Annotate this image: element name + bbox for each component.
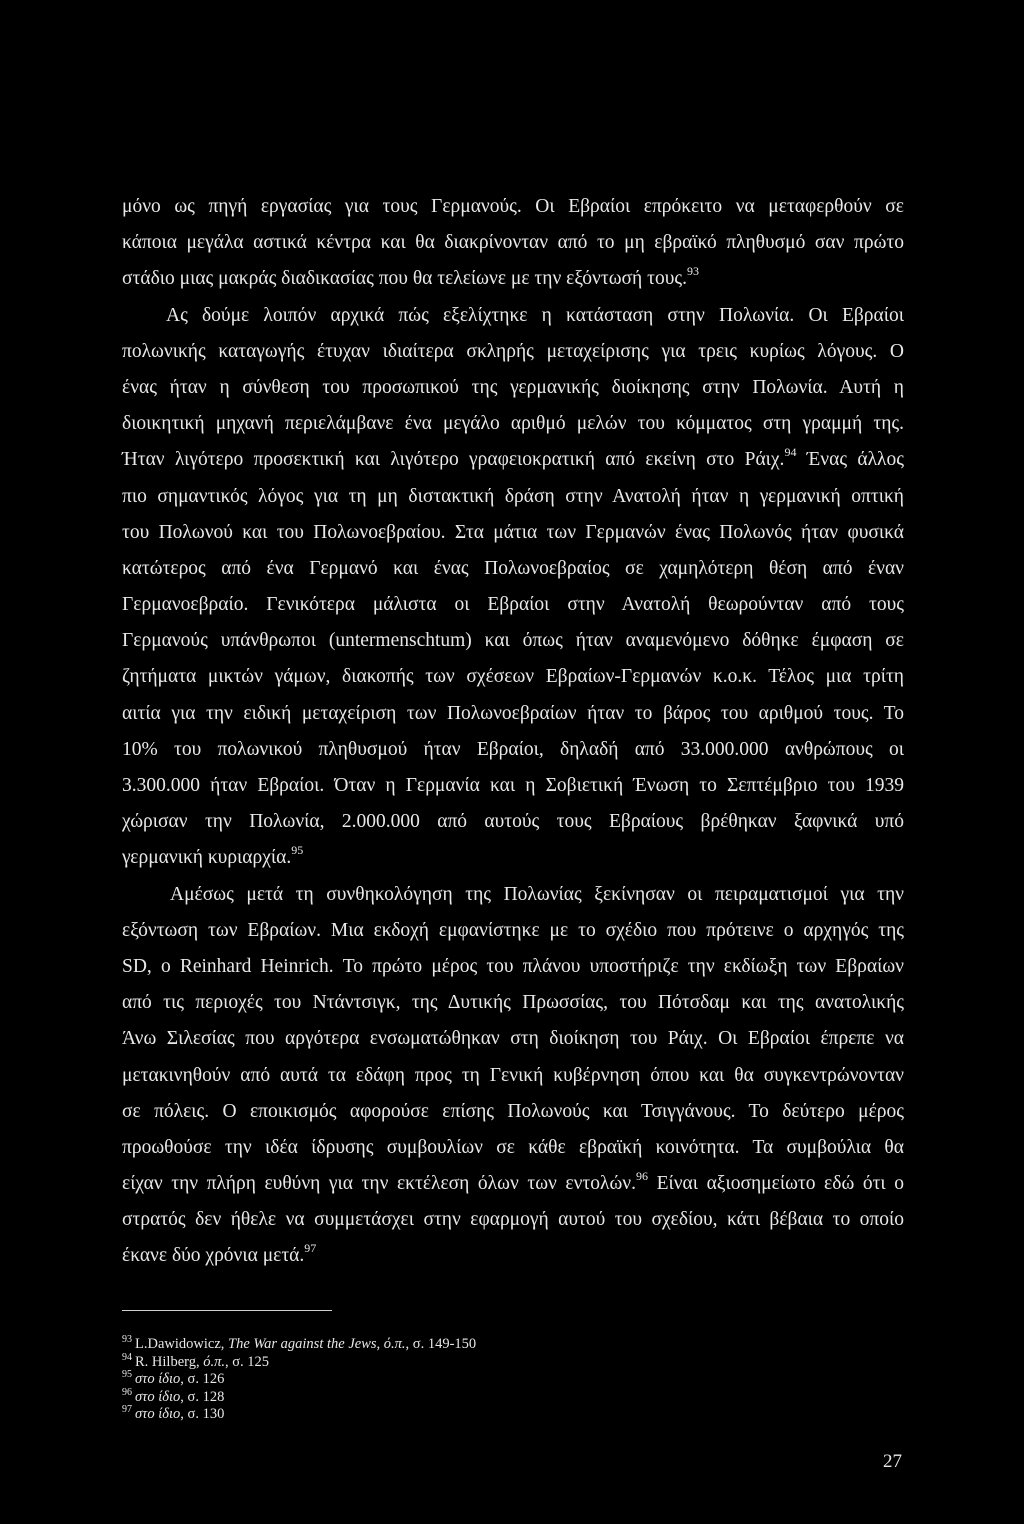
text-line: εξόντωση των Εβραίων. Μια εκδοχή εμφανίστηκε με το σχέδιο που πρότεινε ο αρχηγός της	[122, 919, 904, 941]
footnote-ref-95: 95	[291, 843, 304, 858]
footnote-ref-94: 94	[784, 445, 797, 460]
footnote: $^{95}$ στο ίδιο, σ. 126	[122, 1369, 225, 1387]
text-line: γερμανική κυριαρχία.$^{95}$	[122, 843, 304, 869]
text-line: μόνο ως πηγή εργασίας για τους Γερμανούς. Οι Εβραίοι επρόκειτο να μεταφερθούν σε	[122, 196, 904, 217]
text-line: Γερμανούς υπάνθρωποι (untermenschtum) και όπως ήταν αναμενόμενο δόθηκε έμφαση σε	[122, 630, 904, 652]
footnote: $^{97}$ στο ίδιο, σ. 130	[122, 1404, 225, 1422]
text-line: στρατός δεν ήθελε να συμμετάσχει στην εφαρμογή αυτού του σχεδίου, κάτι βέβαια το οποίο	[122, 1209, 904, 1231]
text-line: 10% του πολωνικού πληθυσμού ήταν Εβραίοι, δηλαδή από 33.000.000 ανθρώπους οι	[122, 738, 904, 760]
text-line: του Πολωνού και του Πολωνοεβραίου. Στα μάτια των Γερμανών ένας Πολωνός ήταν φυσικά	[122, 521, 904, 543]
text-line: από τις περιοχές του Ντάντσιγκ, της Δυτικής Πρωσσίας, του Πότσδαμ και της ανατολικής	[122, 992, 904, 1014]
footnote-ref-93: 93	[686, 264, 699, 279]
page-number: 27	[883, 1451, 902, 1472]
text-line: ζητήματα μικτών γάμων, διακοπής των σχέσεων Εβραίων-Γερμανών κ.ο.κ. Τέλος μια τρίτη	[122, 666, 904, 688]
text-line: πολωνικής καταγωγής έτυχαν ιδιαίτερα σκληρής μεταχείρισης για τρεις κυρίως λόγους. Ο	[122, 340, 904, 362]
footnotes	[122, 1336, 476, 1424]
text-line: ένας ήταν η σύνθεση του προσωπικού της γερμανικής διοίκησης στην Πολωνία. Αυτή η	[122, 376, 904, 398]
footnote: $^{93}$ L.Dawidowicz, The War against the Jews, ό.π., σ. 149-150	[122, 1334, 477, 1352]
text-line: Ήταν λιγότερο προσεκτική και λιγότερο γραφειοκρατική από εκείνη στο Ράιχ.$^{94}$ Ένας άλλος	[122, 445, 904, 471]
text-line: μετακινηθούν από αυτά τα εδάφη προς τη Γενική κυβέρνηση όπου και θα συγκεντρώνονταν	[122, 1064, 904, 1086]
footnote-separator	[122, 1310, 332, 1311]
footnote-ref-97: 97	[304, 1241, 317, 1256]
text-line: Ας δούμε λοιπόν αρχικά πώς εξελίχτηκε η κατάσταση στην Πολωνία. Οι Εβραίοι	[166, 304, 904, 326]
text-line: χώρισαν την Πολωνία, 2.000.000 από αυτούς τους Εβραίους βρέθηκαν ξαφνικά υπό	[122, 811, 904, 833]
text-line: προωθούσε την ιδέα ίδρυσης συμβουλίων σε κάθε εβραϊκή κοινότητα. Τα συμβούλια θα	[122, 1136, 904, 1158]
text-line: έκανε δύο χρόνια μετά.$^{97}$	[122, 1241, 317, 1267]
footnote-ref-96: 96	[636, 1169, 648, 1184]
text-line: Αμέσως μετά τη συνθηκολόγηση της Πολωνίας ξεκίνησαν οι πειραματισμοί για την	[170, 883, 904, 905]
text-line: πιο σημαντικός λόγος για τη μη διστακτική δράση στην Ανατολή ήταν η γερμανική οπτική	[122, 485, 904, 507]
text-line: κάποια μεγάλα αστικά κέντρα και θα διακρίνονταν από το μη εβραϊκό πληθυσμό σαν πρώτο	[122, 232, 904, 254]
text-line: SD, ο Reinhard Heinrich. Το πρώτο μέρος του πλάνου υποστήριζε την εκδίωξη των Εβραίων	[122, 955, 904, 977]
footnote: $^{94}$ R. Hilberg, ό.π., σ. 125	[122, 1351, 270, 1370]
text-line: στάδιο μιας μακράς διαδικασίας που θα τελείωνε με την εξόντωσή τους.$^{93}$	[122, 264, 699, 290]
text-line: Άνω Σιλεσίας που αργότερα ενσωματώθηκαν στη διοίκηση του Ράιχ. Οι Εβραίοι έπρεπε να	[122, 1028, 904, 1050]
text-line: κατώτερος από ένα Γερμανό και ένας Πολωνοεβραίος σε χαμηλότερη θέση από έναν	[122, 557, 904, 579]
text-line: είχαν την πλήρη ευθύνη για την εκτέλεση όλων των εντολών.$^{96}$ Είναι αξιοσημείωτο εδώ ότι ο	[122, 1169, 904, 1195]
text-line: Γερμανοεβραίο. Γενικότερα μάλιστα οι Εβραίοι στην Ανατολή θεωρούνταν από τους	[122, 594, 904, 616]
text-line: σε πόλεις. Ο εποικισμός αφορούσε επίσης Πολωνούς και Τσιγγάνους. Το δεύτερο μέρος	[122, 1100, 904, 1122]
text-line: αιτία για την ειδική μεταχείριση των Πολωνοεβραίων ήταν το βάρος του αριθμού τους. Το	[122, 702, 904, 724]
body-text	[122, 189, 904, 1275]
text-line: διοικητική μηχανή περιελάμβανε ένα μεγάλο αριθμό μελών του κόμματος στη γραμμή της.	[122, 413, 904, 435]
footnote: $^{96}$ στο ίδιο, σ. 128	[122, 1386, 225, 1405]
text-line: 3.300.000 ήταν Εβραίοι. Όταν η Γερμανία και η Σοβιετική Ένωση το Σεπτέμβριο του 1939	[122, 775, 904, 796]
